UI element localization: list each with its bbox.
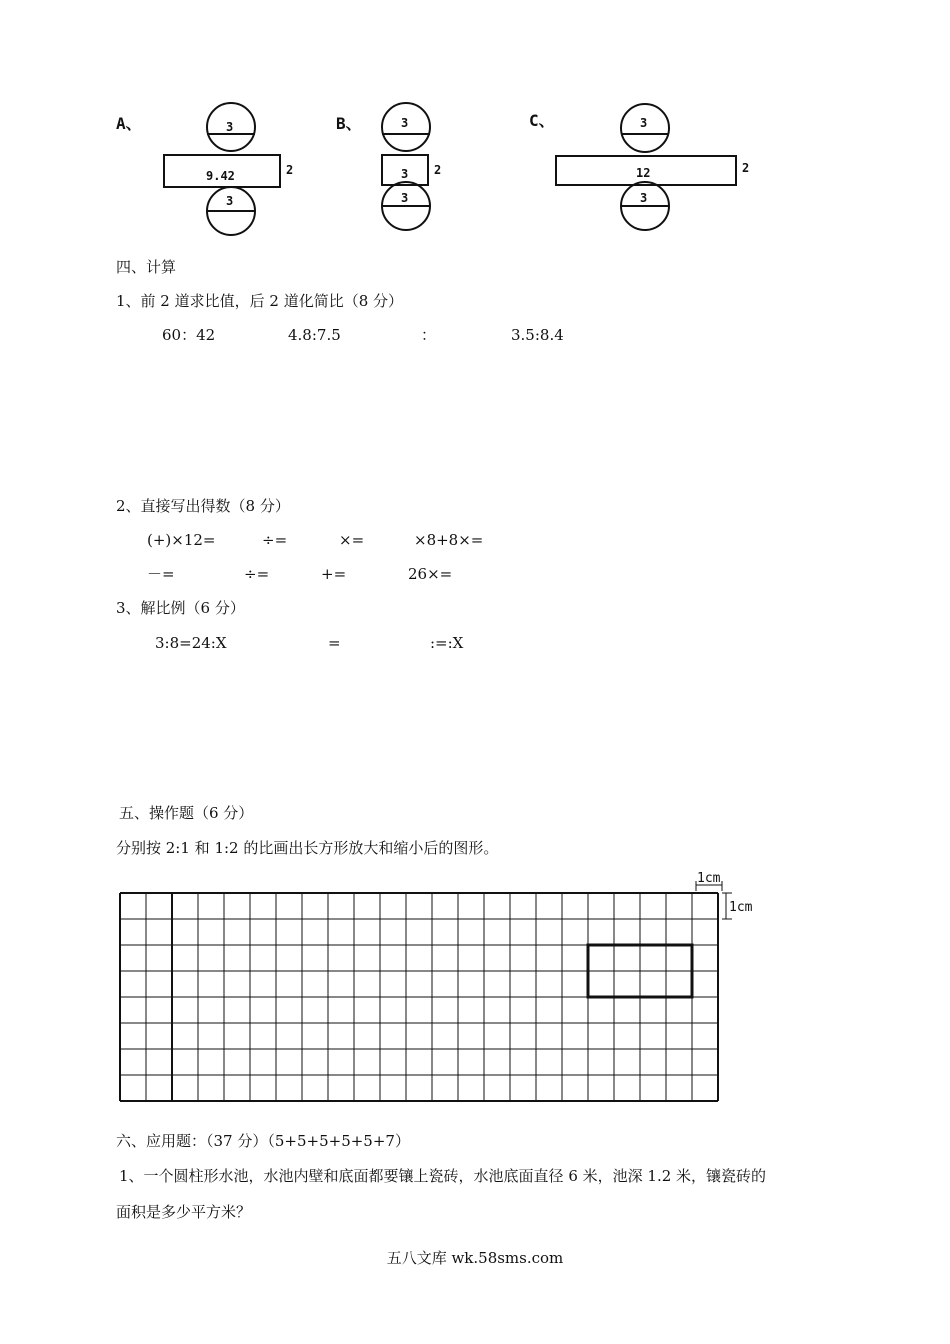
unit-vertical-label: 1cm <box>729 900 753 915</box>
section6-q1-line1: 1、一个圆柱形水池，水池内壁和底面都要镶上瓷砖，水池底面直径 6 米，池深 1.2 米，镶瓷砖的 <box>119 1167 767 1185</box>
q1-item-1: 60：42 <box>162 326 216 344</box>
q1-title: 1、前 2 道求比值，后 2 道化简比（8 分） <box>116 292 404 310</box>
q2-r1-item-4: ×8+8×= <box>414 531 484 549</box>
option-b-top-value: 3 <box>401 116 409 130</box>
q2-r2-item-1: －= <box>147 565 175 583</box>
drawing-grid <box>120 893 718 1101</box>
q3-item-3: :=:X <box>430 634 464 652</box>
option-b-bottom-value: 3 <box>401 191 409 205</box>
section5-title: 五、操作题（6 分） <box>119 804 254 822</box>
q2-r2-item-2: ÷= <box>244 565 270 583</box>
option-a-side-value: 2 <box>286 163 294 177</box>
option-c-label: C、 <box>529 111 555 130</box>
option-a-bottom-value: 3 <box>226 194 234 208</box>
option-b-rect-value: 3 <box>401 167 409 181</box>
q2-r1-item-3: ×= <box>339 531 365 549</box>
q2-r2-item-3: += <box>321 565 347 583</box>
q2-r1-item-2: ÷= <box>262 531 288 549</box>
section6-q1-line2: 面积是多少平方米？ <box>116 1203 252 1221</box>
q2-r2-item-4: 26×= <box>408 565 453 583</box>
q1-item-4: 3.5:8.4 <box>511 326 564 344</box>
footer: 五八文库 wk.58sms.com <box>386 1249 564 1267</box>
option-b-label: B、 <box>336 114 362 133</box>
option-b-side-value: 2 <box>434 163 442 177</box>
option-a-label: A、 <box>116 114 142 133</box>
option-c-top-value: 3 <box>640 116 648 130</box>
option-c-side-value: 2 <box>742 161 750 175</box>
q3-item-2: = <box>328 634 341 652</box>
q1-item-3: ： <box>421 326 437 344</box>
q2-r1-item-1: (+)×12= <box>147 531 216 549</box>
option-c-rect-value: 12 <box>636 166 651 180</box>
option-a-rect-value: 9.42 <box>206 169 235 183</box>
q3-title: 3、解比例（6 分） <box>116 599 245 617</box>
option-c-bottom-value: 3 <box>640 191 648 205</box>
option-a-top-value: 3 <box>226 120 234 134</box>
section6-title: 六、应用题：（37 分）（5+5+5+5+5+7） <box>116 1132 410 1150</box>
q3-item-1: 3:8=24:X <box>155 634 227 652</box>
section5-instruction: 分别按 2:1 和 1:2 的比画出长方形放大和缩小后的图形。 <box>116 839 499 857</box>
q1-item-2: 4.8:7.5 <box>288 326 341 344</box>
section4-title: 四、计算 <box>116 258 177 276</box>
unit-horizontal-label: 1cm <box>697 871 721 886</box>
q2-title: 2、直接写出得数（8 分） <box>116 497 290 515</box>
